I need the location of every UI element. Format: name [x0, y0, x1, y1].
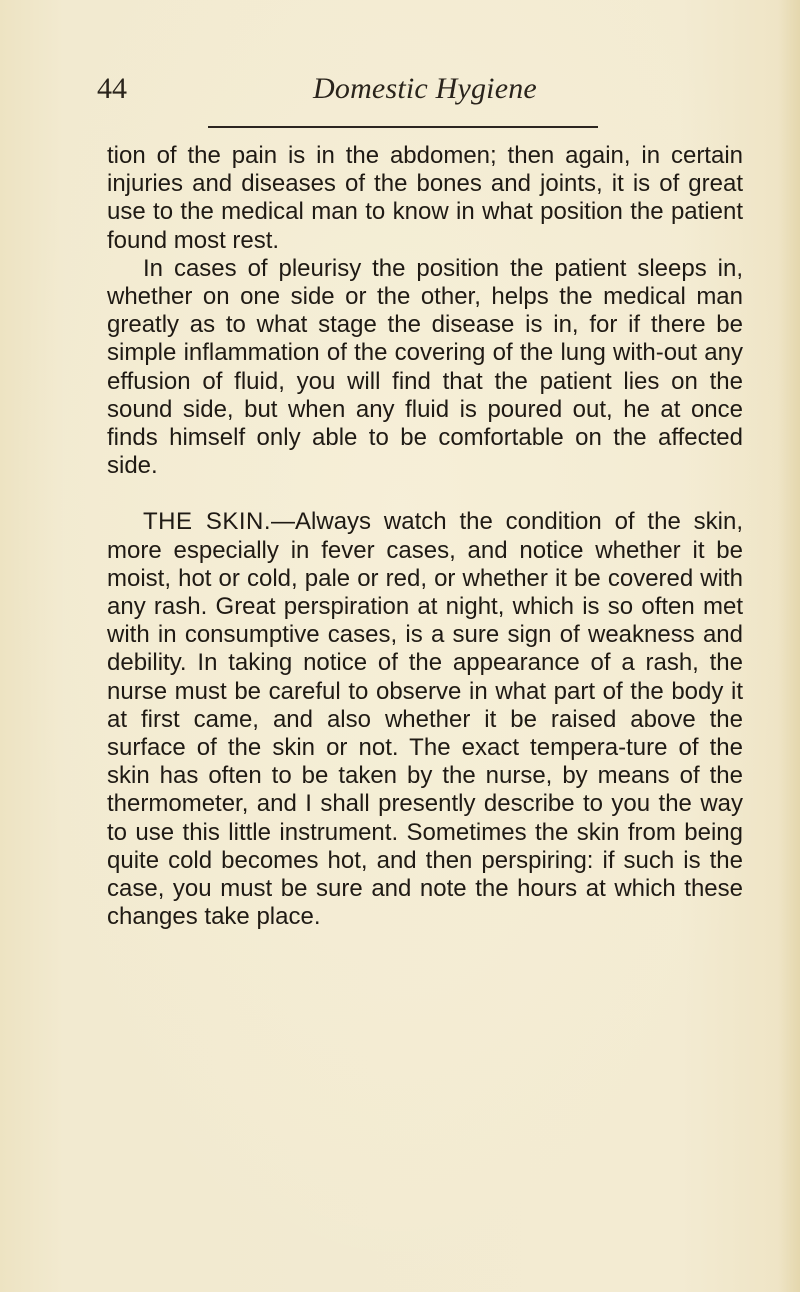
paragraph-continuation: tion of the pain is in the abdomen; then again, in certain injuries and diseases of the bones and joints, it is of great use to the medical man to know in what position the patient found most rest.: [107, 142, 743, 254]
paragraph-skin-text: —Always watch the condition of the skin, more especially in fever cases, and notice whether it be moist, hot or cold, pale or red, or whether it be covered with any rash. Great perspiration at night, which is so often met with in consumptive cases, is a sure sign of weakness and debility. In taking notice of the appearance of a rash, the nurse must be careful to observe in what part of the body it at first came, and also whether it be raised above the surface of the skin or not. The exact tempera-ture of the skin has often to be taken by the nurse, by means of the thermometer, and I shall presently describe to you the way to use this little instrument. Sometimes the skin from being quite cold becomes hot, and then perspiring: if such is the case, you must be sure and note the hours at which these changes take place.: [107, 508, 743, 931]
paragraph-pleurisy: In cases of pleurisy the position the patient sleeps in, whether on one side or the other, helps the medical man greatly as to what stage the disease is in, for if there be simple inflammation of the covering of the lung with-out any effusion of fluid, you will find that the patient lies on the sound side, but when any fluid is poured out, he at once finds himself only able to be comfortable on the affected side.: [107, 254, 743, 480]
body-text: [107, 142, 743, 931]
header-rule: [208, 126, 598, 128]
page-number: 44: [97, 72, 127, 105]
running-title: Domestic Hygiene: [313, 72, 537, 105]
section-heading-skin: THE SKIN.: [143, 508, 272, 536]
page-edge-shadow: [778, 0, 800, 1292]
page-header: [95, 70, 735, 114]
paragraph-skin: [107, 508, 743, 931]
